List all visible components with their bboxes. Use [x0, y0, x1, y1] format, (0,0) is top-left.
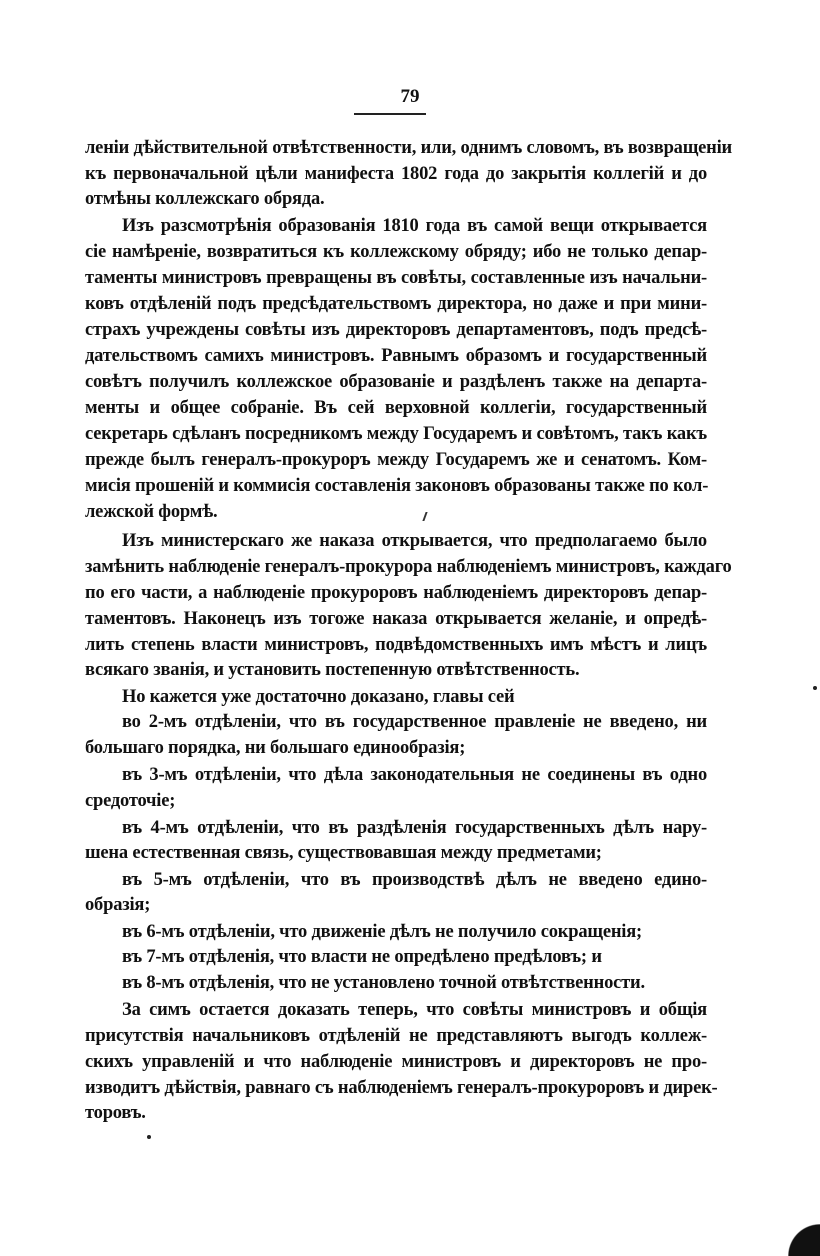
text-line: страхъ учреждены совѣты изъ директоровъ департаментовъ, подъ предсѣ- — [85, 320, 707, 340]
text-line: средоточіе; — [85, 791, 176, 811]
text-line: совѣтъ получилъ коллежское образованіе и раздѣленъ также на департа- — [85, 372, 707, 392]
text-line: въ 4-мъ отдѣленіи, что въ раздѣленія государственныхъ дѣлъ нару- — [122, 818, 707, 838]
text-line: въ 8-мъ отдѣленія, что не установлено точной отвѣтственности. — [122, 973, 645, 993]
header-rule — [354, 113, 426, 115]
text-line: Изъ министерскаго же наказа открывается, что предполагаемо было — [122, 531, 707, 551]
scan-corner-shadow — [780, 1216, 820, 1256]
text-line: менты и общее собраніе. Въ сей верховной коллегіи, государственный — [85, 398, 707, 418]
text-line: дательствомъ самихъ министровъ. Равнымъ образомъ и государственный — [85, 346, 707, 366]
text-line: въ 5-мъ отдѣленіи, что въ производствѣ дѣлъ не введено едино- — [122, 870, 707, 890]
text-line: въ 7-мъ отдѣленія, что власти не опредѣлено предѣловъ; и — [122, 947, 602, 967]
text-line: скихъ управленій и что наблюденіе министровъ и директоровъ не про- — [85, 1052, 707, 1072]
text-line: присутствія начальниковъ отдѣленій не представляютъ выгодъ коллеж- — [85, 1026, 707, 1046]
text-line: ковъ отдѣленій подъ предсѣдательствомъ директора, но даже и при мини- — [85, 294, 707, 314]
text-line: въ 6-мъ отдѣленіи, что движеніе дѣлъ не получило сокращенія; — [122, 922, 642, 942]
text-line: торовъ. — [85, 1103, 146, 1123]
text-line: таменты министровъ превращены въ совѣты, составленные изъ начальни- — [85, 268, 707, 288]
text-line: Изъ разсмотрѣнія образованія 1810 года въ самой вещи открывается — [122, 216, 707, 236]
stray-dot — [147, 1135, 151, 1139]
text-line: замѣнить наблюденіе генералъ-прокурора наблюденіемъ министровъ, каждаго — [85, 557, 732, 577]
text-line: въ 3-мъ отдѣленіи, что дѣла законодательныя не соединены въ одно — [122, 765, 707, 785]
text-line: большаго порядка, ни большаго единообразія; — [85, 738, 466, 758]
text-line: къ первоначальной цѣли манифеста 1802 года до закрытія коллегій и до — [85, 164, 707, 184]
text-line: леніи дѣйствительной отвѣтственности, или, однимъ словомъ, въ возвращеніи — [85, 138, 733, 158]
text-line: лежской формѣ. — [85, 502, 218, 522]
text-line: Но кажется уже достаточно доказано, главы сей — [122, 687, 515, 707]
text-line: отмѣны коллежскаго обряда. — [85, 189, 325, 209]
text-line: прежде былъ генералъ-прокуроръ между Государемъ же и сенатомъ. Ком- — [85, 450, 707, 470]
text-line: мисія прошеній и коммисія составленія законовъ образованы также по кол- — [85, 476, 709, 496]
text-line: сіе намѣреніе, возвратиться къ коллежскому обряду; ибо не только депар- — [85, 242, 707, 262]
text-line: таментовъ. Наконецъ изъ тогоже наказа открывается желаніе, и опредѣ- — [85, 609, 707, 629]
text-line: по его части, а наблюденіе прокуроровъ наблюденіемъ директоровъ депар- — [85, 583, 707, 603]
text-line: лить степень власти министровъ, подвѣдомственныхъ имъ мѣстъ и лицъ — [85, 635, 707, 655]
stray-dot-right — [813, 686, 817, 690]
text-line: секретарь сдѣланъ посредникомъ между Государемъ и совѣтомъ, такъ какъ — [85, 424, 707, 444]
text-line: шена естественная связь, существовавшая между предметами; — [85, 843, 602, 863]
text-line: За симъ остается доказать теперь, что совѣты министровъ и общія — [122, 1000, 707, 1020]
text-line: изводитъ дѣйствія, равнаго съ наблюденіемъ генералъ-прокуроровъ и дирек- — [85, 1078, 718, 1098]
page-number: 79 — [400, 86, 420, 107]
text-line: образія; — [85, 895, 151, 915]
text-line: всякаго званія, и установить постепенную отвѣтственность. — [85, 660, 580, 680]
text-line: во 2-мъ отдѣленіи, что въ государственное правленіе не введено, ни — [122, 712, 707, 732]
